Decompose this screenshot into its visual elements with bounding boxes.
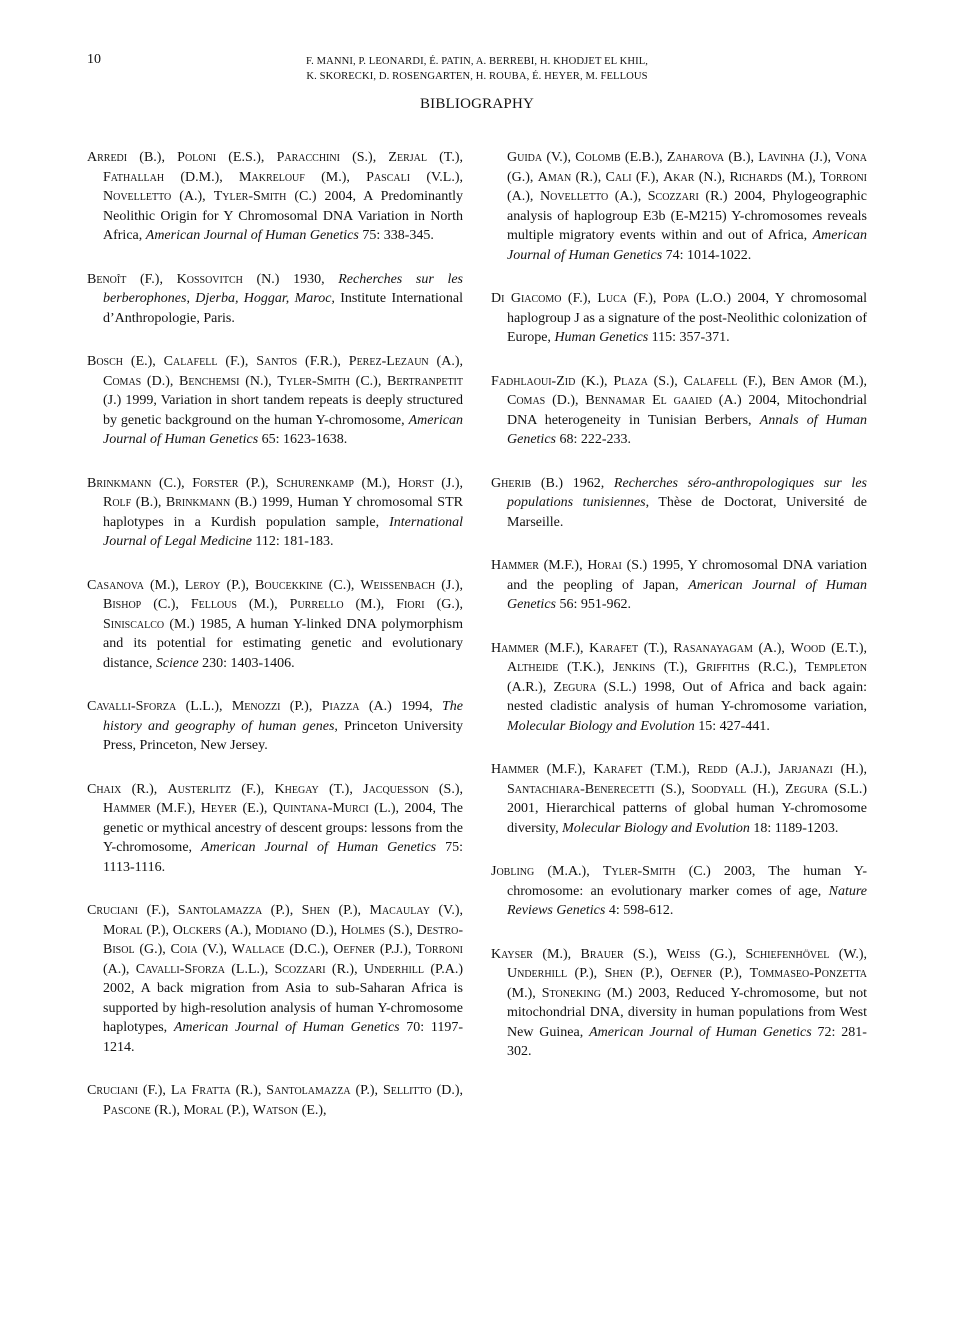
author-name: Santachiara-Benerecetti [507,781,655,797]
citation-text: (P.), [238,475,277,491]
bibliography-entry [491,556,867,615]
author-name: Pascone [103,1102,151,1118]
citation-text: (M.) 1985, A human Y-linked DNA polymorphism and its potential for estimating genetic and evolutionary distance, [103,616,463,671]
author-name: Tyler-Smith [277,373,350,389]
bibliography-entry [87,474,463,552]
citation-text: (P.), [330,903,370,918]
author-name: Santos [256,354,298,369]
citation-text: (A.R.), [507,679,554,695]
bibliography-entry [491,760,867,838]
author-name: Modiano [255,922,307,938]
citation-text: (A.), [171,189,214,204]
author-name: Leroy [184,577,221,593]
citation-text: 74: 1014-1022. [662,247,752,263]
author-name: Colomb [575,150,621,165]
citation-text: (T.), [638,640,674,656]
author-name: Weissenbach [360,577,436,593]
citation-text: (A.), [428,354,463,369]
author-name: Horst [397,475,434,491]
author-name: Weiss [666,946,701,962]
citation-text: (E.T.), [825,640,868,656]
citation-text: (T.), [655,660,697,675]
citation-text: (B.) 1962, [531,475,614,491]
citation-text: (C.) 2003, The human Y-chromosome: an evolutionary marker comes of age, [507,864,867,899]
author-name: Destro-Bisol [103,922,464,957]
author-name: Casanova [87,577,144,593]
author-name: Hammer [491,558,539,573]
bibliography-entry [87,148,463,246]
citation-text: (F.), [737,373,772,389]
citation-text: (S.), [623,946,667,962]
citation-text: (R.), [150,1102,184,1118]
publication-title: Recherches sur les berberophones [103,271,463,306]
citation-text: 70: 1197-1214. [103,1020,464,1055]
publication-title: American Journal of Human Genetics [145,228,359,243]
author-name: Piazza [321,699,360,714]
bibliography-left-column [87,148,463,1144]
author-name: Brinkmann [165,495,231,510]
bibliography-entry [87,697,463,756]
citation-text: (N.), [239,373,278,389]
citation-text: (M.), [236,597,290,612]
citation-text: (P.), [350,1083,383,1098]
citation-text: (N.) 1930, [242,271,339,287]
citation-text: 230: 1403-1406. [198,655,295,671]
author-name: Cavalli-Sforza [87,699,177,714]
citation-text: (S.), [339,150,389,165]
author-name: Holmes [340,922,385,938]
author-name: Khegay [274,781,319,797]
citation-text: (M.), [143,577,185,593]
author-name: Boucekkine [255,577,323,593]
author-name: Makrelouf [239,169,305,185]
citation-text: (R.), [230,1083,267,1098]
citation-text: (A.) 1994, [359,699,443,714]
citation-text: (D.M.), [164,169,240,185]
citation-text: (M.), [532,946,581,962]
author-name: Arredi [87,150,128,165]
citation-text: (M.), [507,985,542,1001]
author-name: Tommaseo-Ponzetta [749,966,868,981]
bibliography-entry [491,372,867,450]
author-name: Perez-Lezaun [348,354,429,369]
author-name: Zerjal [388,150,427,165]
author-name: Purrello [289,597,344,612]
author-name: Heyer [200,801,238,816]
author-name: Poloni [177,150,217,165]
author-name: Akar [663,169,695,185]
bibliography-entry [87,270,463,329]
bibliography-entry [87,576,463,674]
citation-text: (P.), [220,577,256,593]
author-name: Cruciani [87,1083,139,1098]
bibliography-entry [87,901,463,1057]
running-head-line-1: F. MANNI, P. LEONARDI, É. PATIN, A. BERREBI, H. KHODJET EL KHIL, [305,56,649,67]
citation-text: (C.), [151,475,193,491]
publication-title: American Journal of Human Genetics [103,412,463,447]
author-name: Jobling [491,864,535,879]
citation-text: (M.), [782,169,821,185]
running-head-authors [200,54,754,84]
author-name: Cavalli-Sforza [135,961,225,977]
bibliography-entry [87,352,463,450]
citation-text: (M.A.), [534,864,603,879]
publication-title: Nature Reviews Genetics [507,883,867,918]
citation-text: (S.L.) 2001, Hierarchical patterns of global human Y-chromosome diversity, [507,781,867,836]
author-name: Oefner [333,942,376,957]
author-name: Gherib [491,475,532,491]
citation-text: (E.S.), [216,150,277,165]
citation-text: (D.), [141,373,180,389]
author-name: Wallace [231,942,285,957]
citation-text: (G.), [134,942,171,957]
publication-title: Annals of Human Genetics [507,412,868,447]
author-name: Fiori [396,597,425,612]
citation-text: (E.), [123,354,164,369]
publication-title: International Journal of Legal Medicine [103,514,463,549]
citation-text: (D.), [431,1083,464,1098]
citation-text: (F.), [561,291,598,306]
author-name: Stoneking [541,985,602,1001]
citation-text: (S.), [647,373,684,389]
citation-text: (J.), [433,475,464,491]
citation-text: (N.), [694,169,730,185]
citation-text: (A.), [507,189,540,204]
author-name: Comas [103,373,142,389]
citation-text: (K.), [575,373,614,389]
author-name: Novelletto [103,189,172,204]
author-name: Macaulay [369,903,430,918]
citation-text: 115: 357-371. [648,330,730,345]
citation-text: 75: 338-345. [358,228,434,243]
citation-text: Institute International d’Anthropologie, Paris. [103,291,463,326]
citation-text: (P.), [280,699,322,714]
citation-text: (M.), [353,475,398,491]
citation-text: (D.), [307,922,341,938]
author-name: Paracchini [276,150,340,165]
author-name: Hammer [491,640,539,656]
citation-text: , Thèse de Doctorat, Université de Marseille. [507,495,867,530]
author-name: Brinkmann [87,475,152,491]
citation-text: (J.), [435,577,463,593]
citation-text: , [186,291,196,306]
citation-text: (T.), [426,150,463,165]
author-name: Coia [170,942,198,957]
citation-text: (J.), [804,150,836,165]
citation-text: (D.C.), [284,942,334,957]
publication-title: American Journal of Human Genetics [589,1024,812,1040]
author-name: Santolamazza [266,1083,351,1098]
bibliography-right-column [491,148,867,1086]
publication-title: Science [155,655,199,671]
author-name: Soodyall [691,781,747,797]
author-name: Scozzari [647,189,699,204]
author-name: Novelletto [539,189,609,204]
author-name: Calafell [683,373,738,389]
citation-text: (A.), [608,189,648,204]
publication-title: Djerba, Hoggar, Maroc, [195,291,335,306]
publication-title: Recherches séro-anthropologiques sur les populations tunisiennes [507,475,867,510]
author-name: Bishop [103,597,142,612]
author-name: Redd [697,762,728,777]
bibliography-entry [87,780,463,878]
citation-text: (S.), [384,922,417,938]
author-name: Quintana-Murci [272,801,369,816]
bibliography-entry [87,1081,463,1120]
citation-text: (J.) 1999, Variation in short tandem repeats is deeply structured by genetic background on the human Y-chromosome, [103,393,463,428]
author-name: Horai [587,558,622,573]
citation-text: (T.K.), [558,660,614,675]
citation-text: (B.), [131,495,166,510]
citation-text: 68: 222-233. [555,432,632,447]
author-name: Moral [183,1102,224,1118]
author-name: Olckers [172,922,222,938]
citation-text: (E.B.), [620,150,667,165]
author-name: Menozzi [231,699,281,714]
author-name: Karafet [589,640,639,656]
author-name: Jarjanazi [778,762,833,777]
citation-text: (B.), [724,150,759,165]
citation-text: 65: 1623-1638. [258,432,348,447]
citation-text: 75: 1113-1116. [103,840,463,875]
citation-text: 112: 181-183. [251,534,334,549]
citation-text: (G.), [424,597,464,612]
author-name: Santolamazza [177,903,263,918]
citation-text: (A.J.), [727,762,779,777]
citation-text: (L.L.), [176,699,232,714]
citation-text: (S.) 1995, Y chromosomal DNA variation and the peopling of Japan, [507,558,867,593]
author-name: Torroni [416,942,464,957]
author-name: Kossovitch [176,271,243,287]
citation-text: (M.) 2003, Reduced Y-chromosome, but not mitochondrial DNA, diversity in human populations from West New Guinea, [507,985,867,1040]
publication-title: Molecular Biology and Evolution [562,820,750,836]
author-name: Watson [252,1102,299,1118]
citation-text: (L.O.) 2004, Y chromosomal haplogroup J as a signature of the post-Neolithic colonization of Europe, [507,291,868,345]
citation-text: (A.), [752,640,791,656]
citation-text: (M.), [304,169,367,185]
author-name: Zaharova [666,150,725,165]
bibliography-entry [491,474,867,533]
author-name: Di Giacomo [491,291,562,306]
citation-text: (G.), [700,946,746,962]
citation-text: (P.), [223,1102,253,1118]
author-name: Shen [301,903,331,918]
author-name: Austerlitz [167,781,231,797]
author-name: Cruciani [87,903,139,918]
citation-text: (V.), [542,150,576,165]
author-name: Lavinha [758,150,805,165]
citation-text: (S.L.) 1998, Out of Africa and back again: nested cladistic analysis of human Y-chromosome variation, [507,679,868,714]
author-name: Aman [537,169,572,185]
author-name: Fellous [190,597,237,612]
author-name: Tyler-Smith [602,864,676,879]
citation-text: (E.), [298,1102,327,1118]
citation-text: (V.), [429,903,464,918]
citation-text: (F.), [231,781,275,797]
citation-text: (C.), [322,577,361,593]
author-name: Karafet [593,762,643,777]
citation-text: (B.), [127,150,178,165]
author-name: Underhill [363,961,425,977]
author-name: Luca [597,291,627,306]
author-name: Tyler-Smith [213,189,287,204]
citation-text: (P.A.) 2002, A back migration from Asia to sub-Saharan Africa is supported by high-resolution analysis of human Y-chromosome haplotypes, [103,961,463,1035]
citation-text: (T.), [318,781,364,797]
author-name: Calafell [163,354,218,369]
publication-title: Human Genetics [554,330,649,345]
author-name: Zegura [785,781,829,797]
running-head-line-2: K. SKORECKI, D. ROSENGARTEN, H. ROUBA, É. HEYER, M. FELLOUS [306,71,648,82]
author-name: Schiefenhövel [745,946,830,962]
citation-text: (S.), [654,781,692,797]
author-name: Shen [604,966,633,981]
citation-text: (F.), [126,271,177,287]
bibliography-entry [491,289,867,348]
author-name: Plaza [613,373,648,389]
citation-text: (A.), [103,961,136,977]
author-name: Rasanayagam [673,640,753,656]
citation-text: (R.), [325,961,364,977]
bibliography-entry [491,945,867,1062]
author-name: Guida [507,150,543,165]
author-name: Scozzari [274,961,326,977]
bibliography-entry [491,148,867,265]
citation-text: (S.), [428,781,463,797]
page-number: 10 [87,52,101,67]
citation-text: (C.), [141,597,191,612]
citation-text: (R.), [121,781,168,797]
author-name: Griffiths [696,660,750,675]
citation-text: (R.), [571,169,606,185]
citation-text: (W.), [829,946,867,962]
author-name: Ben Amor [771,373,833,389]
author-name: Fathallah [103,169,165,185]
citation-text: 56: 951-962. [555,597,632,612]
citation-text: (M.), [343,597,397,612]
citation-text: (C.) 2004, A Predominantly Neolithic Origin for Y Chromosomal DNA Variation in North Africa, [103,189,464,243]
citation-text: (G.), [507,169,538,185]
citation-text: (R.C.), [749,660,806,675]
author-name: Siniscalco [103,616,165,632]
author-name: Cali [605,169,632,185]
citation-text: (L.), 2004, The genetic or mythical ancestry of descent groups: lessons from the Y-chromosome, [103,801,464,855]
citation-text: (F.), [626,291,663,306]
citation-text: (P.), [262,903,302,918]
citation-text: (M.), [832,373,867,389]
publication-title: American Journal of Human Genetics [201,840,437,855]
citation-text: (V.L.), [410,169,464,185]
author-name: Bertranpetit [387,373,463,389]
citation-text: (M.F.), [538,762,594,777]
author-name: Benoît [87,271,127,287]
publication-title: American Journal of Human Genetics [507,228,867,263]
author-name: Oefner [670,966,713,981]
author-name: Fadhlaoui-Zid [491,373,576,389]
citation-text: (C.), [349,373,388,389]
author-name: Moral [103,922,143,938]
citation-text: (M.F.), [538,640,590,656]
citation-text: (P.), [567,966,605,981]
citation-text: (A.) 2004, Mitochondrial DNA heterogeneity in Tunisian Berbers, [507,393,867,428]
author-name: Brauer [580,946,624,962]
author-name: Wood [790,640,826,656]
author-name: Jacquesson [363,781,429,797]
bibliography-entry [491,862,867,921]
bibliography-entry [491,639,867,737]
author-name: Zegura [553,679,597,695]
citation-text: (T.M.), [642,762,698,777]
author-name: Jenkins [613,660,656,675]
author-name: Popa [662,291,690,306]
citation-text: (P.), [712,966,750,981]
citation-text: 18: 1189-1203. [749,820,839,836]
author-name: Forster [192,475,239,491]
author-name: Kayser [491,946,533,962]
author-name: Torroni [820,169,868,185]
publication-title: American Journal of Human Genetics [507,577,867,612]
author-name: Hammer [103,801,151,816]
author-name: Templeton [805,660,868,675]
section-title: BIBLIOGRAPHY [419,96,535,112]
publication-title: American Journal of Human Genetics [173,1020,400,1035]
publication-title: Molecular Biology and Evolution [507,718,695,734]
citation-text: (D.), [545,393,586,408]
author-name: Richards [729,169,783,185]
publication-title: The history and geography of human genes [103,699,464,734]
citation-text: (F.R.), [297,354,349,369]
citation-text: 72: 281-302. [507,1024,867,1059]
citation-text: (E.), [237,801,273,816]
author-name: Rolf [103,495,132,510]
citation-text: (R.) 2004, Phylogeographic analysis of haplogroup E3b (E-M215) Y-chromosomes reveals multiple migratory events within and out of Africa, [507,189,868,243]
citation-text: (A.), [221,922,256,938]
author-name: Bosch [87,354,124,369]
author-name: Chaix [87,781,122,797]
author-name: La Fratta [170,1083,231,1098]
author-name: Underhill [507,966,568,981]
author-name: Bennamar El gaaied [585,393,712,408]
citation-text: 4: 598-612. [605,903,674,918]
author-name: Pascali [366,169,411,185]
citation-text: (P.), [142,922,173,938]
author-name: Altheide [507,660,559,675]
author-name: Comas [507,393,546,408]
citation-text: (F.), [138,1083,171,1098]
citation-text: 15: 427-441. [694,718,770,734]
author-name: Vona [835,150,867,165]
citation-text: , Princeton University Press, Princeton, New Jersey. [103,718,463,753]
citation-text: (M.F.), [538,558,588,573]
author-name: Hammer [491,762,539,777]
citation-text: (L.L.), [224,961,275,977]
author-name: Sellitto [382,1083,432,1098]
citation-text: (V.), [197,942,232,957]
citation-text: (F.), [217,354,257,369]
citation-text: (H.), [832,762,868,777]
author-name: Benchemsi [179,373,240,389]
citation-text: (B.) 1999, Human Y chromosomal STR haplotypes in a Kurdish population sample, [103,495,463,530]
author-name: Schurenkamp [276,475,354,491]
citation-text: (P.), [632,966,671,981]
citation-text: (P.J.), [375,942,417,957]
citation-text: (M.F.), [150,801,201,816]
citation-text: (H.), [746,781,786,797]
citation-text: (F.), [631,169,664,185]
citation-text: (F.), [138,903,178,918]
